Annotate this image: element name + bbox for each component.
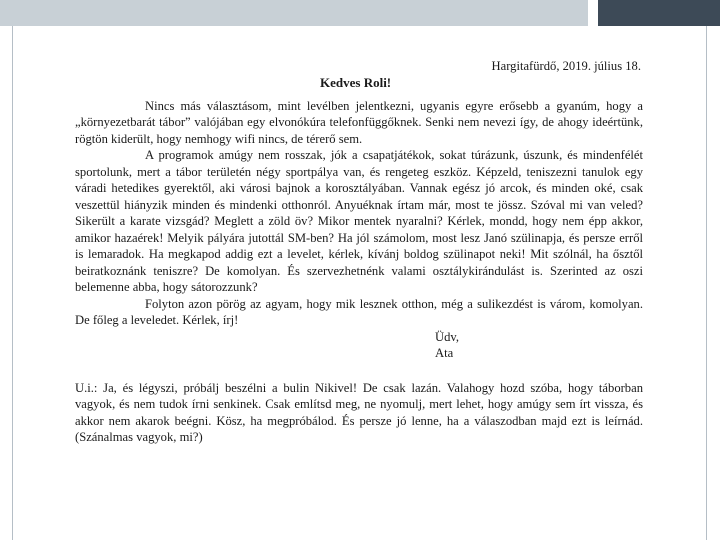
left-border-line: [12, 26, 13, 540]
letter-paragraph: Nincs más választásom, mint levélben jelentkezni, ugyanis egyre erősebb a gyanúm, hogy a „környezetbarát tábor” valójában egy elvonókúra telefonfüggőknek. Senki nem nevezi így, de ahogy ideértünk, rögtön kiderült, hogy nemhogy wifi nincs, de térerő sem.: [75, 98, 643, 146]
letter-paragraph: A programok amúgy nem rosszak, jók a csapatjátékok, sokat túrázunk, úszunk, és mindenfélét sportolunk, mert a tábor területén négy sportpálya van, és rengeteg eszköz. Képzeld, teniszezni tanulok egy váradi hetedikes gyerektől, aki városi bajnok a korosztályában. Vannak egész jó arcok, és minden oké, csak veszettül hiányzik minden és mindenki otthonról. Anyuéknak írtam már, most te jössz. Szóval mi van veled? Sikerült a karate vizsgád? Meglett a zöld öv? Mikor mentek nyaralni? Kérlek, mondd, hogy nem épp akkor, amikor hazaérek! Melyik pályára jutottál SM-ben? Ha jól számolom, most lesz Janó szülinapja, és persze erről is lemaradok. Ha megkapod addig ezt a levelet, kérlek, kívánj boldog szülinapot neki! Mit szólnál, ha ősztől beiratkoznánk teniszre? De komolyan. És szervezhetnénk valami osztálykirándulást is. Szerinted az oszi belemenne abba, hogy sátorozzunk?: [75, 148, 643, 294]
top-bar-gap: [588, 0, 598, 26]
letter-date: Hargitafürdő, 2019. július 18.: [491, 59, 641, 73]
letter-signature: Ata: [435, 346, 454, 360]
letter-closing: Üdv,: [435, 329, 460, 344]
letter-greeting: Kedves Roli!: [320, 75, 392, 90]
top-bar-light-segment: [0, 0, 588, 26]
letter-paragraph: Folyton azon pörög az agyam, hogy mik lesznek otthon, még a sulikezdést is várom, komolyan. De főleg a leveledet. Kérlek, írj!: [75, 296, 643, 327]
letter-body: [75, 98, 643, 362]
letter-postscript: U.i.: Ja, és légyszi, próbálj beszélni a bulin Nikivel! De csak lazán. Valahogy hozd szóba, hogy táborban vagyok, és nem tudok írni senkinek. Csak említsd meg, ne nyomulj, mert lehet, hogy amúgy sem írt vissza, és akkor nem akarok beégni. Kösz, ha megpróbálod. És persze jó lenne, ha a válaszodban majd ezt is leírnád. (Szánalmas vagyok, mi?): [75, 380, 643, 444]
slide-top-bar: [0, 0, 720, 26]
right-border-line: [706, 26, 707, 540]
top-bar-dark-segment: [598, 0, 720, 26]
letter: [75, 58, 643, 446]
